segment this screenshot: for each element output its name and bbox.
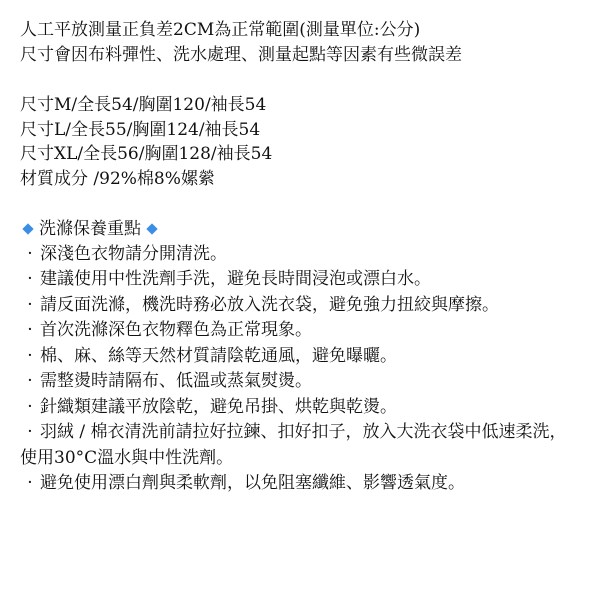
- care-item: · 針織類建議平放陰乾，避免吊掛、烘乾與乾燙。: [20, 395, 580, 421]
- care-title: 洗滌保養重點: [39, 219, 141, 239]
- tolerance-note: 尺寸會因布料彈性、洗水處理、測量起點等因素有些微誤差: [20, 44, 462, 65]
- care-list: [20, 242, 580, 497]
- bullet-icon: ·: [27, 473, 33, 493]
- size-xl-spec: 尺寸XL/全長56/胸圍128/袖長54: [20, 144, 273, 164]
- diamond-icon: [22, 224, 33, 235]
- bullet-icon: ·: [27, 243, 33, 264]
- care-item: · 建議使用中性洗劑手洗，避免長時間浸泡或漂白水。: [20, 267, 580, 293]
- product-info-document: [20, 18, 580, 497]
- bullet-icon: ·: [27, 294, 33, 315]
- size-l-spec: 尺寸L/全長55/胸圍124/袖長54: [20, 119, 261, 140]
- care-item: · 羽絨 / 棉衣清洗前請拉好拉鍊、扣好扣子，放入大洗衣袋中低速柔洗，使用30°C溫水與中性洗劑。: [20, 422, 567, 468]
- care-item: · 首次洗滌深色衣物釋色為正常現象。: [20, 318, 580, 344]
- care-item: · 深淺色衣物請分開清洗。: [20, 242, 580, 268]
- care-item: · 請反面洗滌，機洗時務必放入洗衣袋，避免強力扭絞與摩擦。: [20, 293, 580, 319]
- bullet-icon: ·: [27, 422, 33, 442]
- care-item: · 需整燙時請隔布、低溫或蒸氣熨燙。: [20, 369, 580, 395]
- bullet-icon: ·: [27, 371, 33, 391]
- measurement-note: 人工平放測量正負差2CM為正常範圍(測量單位:公分): [20, 20, 421, 40]
- spacer: [20, 67, 580, 93]
- care-section-heading: [20, 217, 580, 242]
- bullet-icon: ·: [27, 269, 33, 289]
- bullet-icon: ·: [27, 396, 33, 417]
- spacer: [20, 191, 580, 217]
- diamond-icon: [146, 224, 157, 235]
- care-item: · 棉、麻、絲等天然材質請陰乾通風，避免曝曬。: [20, 344, 580, 370]
- size-m-spec: 尺寸M/全長54/胸圍120/袖長54: [20, 95, 267, 115]
- care-item: · 避免使用漂白劑與柔軟劑，以免阻塞纖維、影響透氣度。: [20, 471, 580, 497]
- material-composition: 材質成分 /92%棉8%嫘縈: [20, 168, 215, 189]
- bullet-icon: ·: [27, 345, 33, 366]
- bullet-icon: ·: [27, 320, 33, 340]
